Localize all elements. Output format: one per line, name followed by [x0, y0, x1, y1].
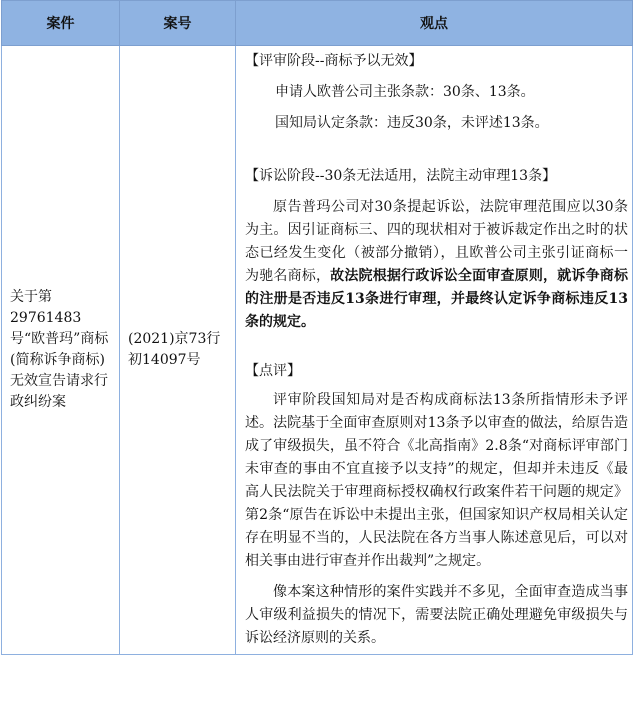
litigation-paragraph: [245, 196, 628, 334]
review-finding-line: 国知局认定条款：违反30条，未评述13条。: [275, 115, 549, 131]
comment-heading: 【点评】: [245, 363, 301, 379]
header-row: [2, 1, 633, 46]
litigation-text: 原告普玛公司对30条提起诉讼，法院审理范围应以30条为主。因引证商标三、四的现状相对于被诉裁定作出之时的状态已经发生变化（被部分撤销），且欧普公司主张引证商标一为驰名商标，: [245, 199, 628, 284]
review-stage-heading: 【评审阶段--商标予以无效】: [245, 53, 423, 69]
litigation-bold-text: 故法院根据行政诉讼全面审查原则，就诉争商标的注册是否违反13条进行审理，并最终认定诉争商标违反13条的规定。: [245, 268, 629, 330]
case-number: (2021)京73行初14097号: [128, 331, 221, 368]
header-case-number: 案号: [120, 1, 236, 46]
opinion-cell: [236, 46, 633, 655]
header-case: 案件: [2, 1, 120, 46]
header-opinion: 观点: [236, 1, 633, 46]
case-name: 关于第29761483号“欧普玛”商标(简称诉争商标)无效宣告请求行政纠纷案: [10, 289, 109, 410]
review-claim-line: 申请人欧普公司主张条款：30条、13条。: [275, 84, 535, 100]
litigation-stage-heading: 【诉讼阶段--30条无法适用，法院主动审理13条】: [245, 168, 557, 184]
table-row: [2, 46, 633, 655]
case-number-cell: [120, 46, 236, 655]
case-table: [1, 0, 633, 655]
case-name-cell: [2, 46, 120, 655]
comment-paragraph-2: 像本案这种情形的案件实践并不多见，全面审查造成当事人审级利益损失的情况下，需要法院正确处理避免审级损失与诉讼经济原则的关系。: [245, 584, 628, 646]
comment-paragraph-1: 评审阶段国知局对是否构成商标法13条所指情形未予评述。法院基于全面审查原则对13条予以审查的做法，给原告造成了审级损失，虽不符合《北高指南》2.8条“对商标评审部门未审查的事由不宜直接予以支持”的规定，但却并未违反《最高人民法院关于审理商标授权确权行政案件若干问题的规定》第2条“原告在诉讼中未提出主张，但国家知识产权局相关认定存在明显不当的，人民法院在各方当事人陈述意见后，可以对相关事由进行审查并作出裁判”之规定。: [245, 392, 628, 569]
